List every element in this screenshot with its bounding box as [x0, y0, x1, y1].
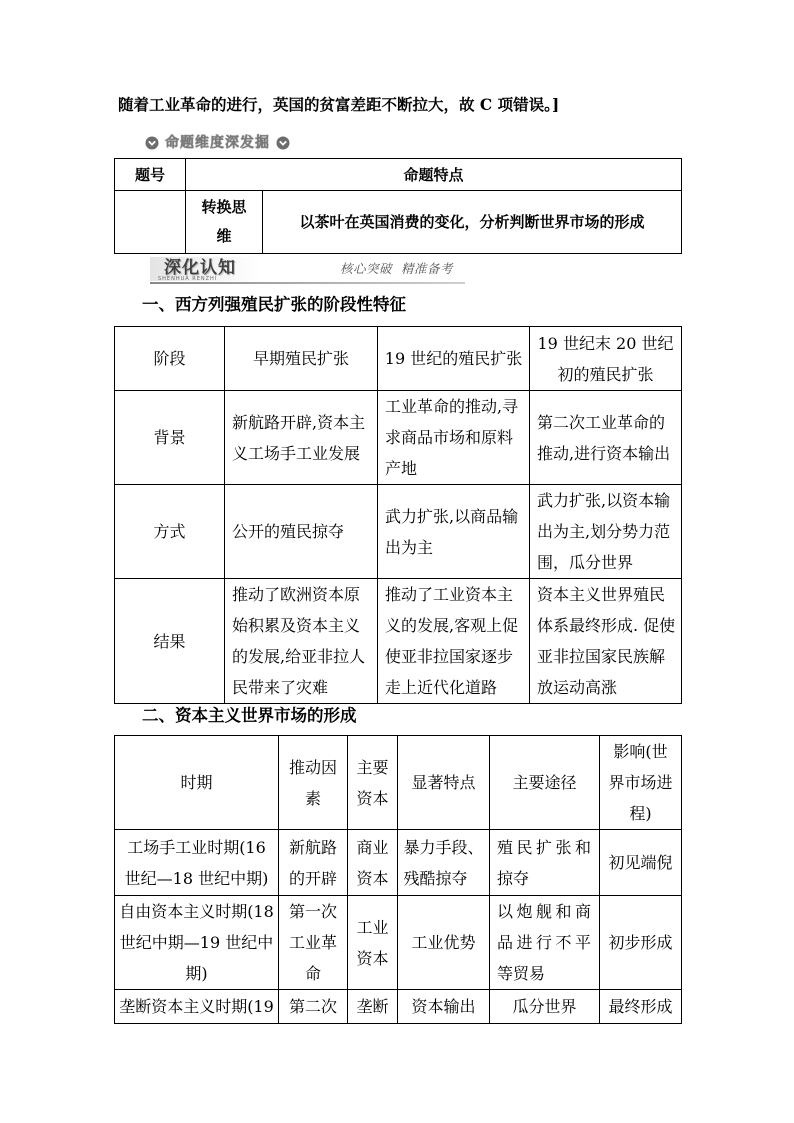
header-cell	[279, 736, 348, 830]
header-label: 主要途径	[512, 773, 577, 792]
table-cell-description	[263, 191, 682, 254]
cell-text: 垄断资本主义时期(19	[119, 997, 274, 1016]
row-label: 背景	[153, 428, 186, 447]
header-cell	[398, 736, 490, 830]
table-row	[115, 830, 682, 896]
cell-text: 垄断	[356, 997, 389, 1016]
table-header-row	[115, 327, 682, 391]
cell-text: 推动了工业资本主义的发展,客观上促使亚非拉国家逐步走上近代化道路	[385, 585, 519, 697]
colonial-expansion-table	[114, 326, 682, 704]
row-label: 结果	[153, 631, 186, 651]
chevron-down-circle-icon	[145, 136, 159, 150]
header-cell	[600, 736, 682, 830]
header-label: 早期殖民扩张	[252, 349, 349, 368]
table-row	[115, 391, 682, 485]
cell-text: 资本主义世界殖民体系最终形成. 促使亚非拉国家民族解放运动高涨	[537, 585, 676, 697]
cell-text: 第二次工业革命的推动,进行资本输出	[537, 412, 671, 463]
cell-text: 新航路的开辟	[289, 837, 338, 888]
table-cell-driver	[279, 990, 348, 1024]
header-cell	[378, 327, 530, 391]
table-row	[115, 990, 682, 1024]
header-label: 19 世纪的殖民扩张	[384, 349, 523, 368]
row-label: 方式	[153, 522, 186, 541]
header-label: 阶段	[153, 349, 186, 368]
cell-text: 初步形成	[608, 933, 673, 952]
header-label: 时期	[180, 773, 213, 792]
table-cell-impact	[600, 990, 682, 1024]
cell-text: 工业资本	[356, 917, 389, 968]
insight-banner	[150, 257, 465, 284]
row-label-cell	[115, 579, 225, 704]
cell-text: 武力扩张,以资本输出为主,划分势力范围，瓜分世界	[537, 491, 671, 572]
table-cell	[225, 579, 378, 704]
cell-text: 初见端倪	[608, 853, 673, 872]
section-heading: 一、西方列强殖民扩张的阶段性特征	[142, 295, 406, 314]
table-row	[115, 191, 682, 254]
table-cell	[530, 391, 682, 485]
table-cell-capital	[348, 896, 398, 990]
cell-text: 公开的殖民掠夺	[232, 522, 345, 541]
table-cell	[378, 485, 530, 579]
table-cell-capital	[348, 990, 398, 1024]
table-cell-driver	[279, 896, 348, 990]
cell-text: 工业革命的推动,寻求商品市场和原料产地	[385, 397, 519, 478]
chevron-down-circle-icon	[276, 136, 290, 150]
table-cell-impact	[600, 896, 682, 990]
table-cell	[225, 485, 378, 579]
table-cell-route	[490, 990, 600, 1024]
cell-text: 暴力手段、残酷掠夺	[403, 837, 484, 888]
cell-text: 新航路开辟,资本主义工场手工业发展	[232, 412, 366, 463]
table-cell	[225, 391, 378, 485]
banner-divider	[150, 282, 465, 284]
header-cell-feature	[186, 159, 682, 191]
cell-text: 第一次工业革命	[289, 902, 338, 983]
header-label: 19 世纪末 20 世纪初的殖民扩张	[537, 333, 674, 384]
cell-text: 推动了欧洲资本原始积累及资本主义的发展,给亚非拉人民带来了灾难	[232, 585, 366, 697]
table-cell-period	[115, 830, 279, 896]
table-cell-feature	[398, 830, 490, 896]
header-label: 主要资本	[356, 757, 389, 808]
table-cell-driver	[279, 830, 348, 896]
header-cell	[530, 327, 682, 391]
table-cell-route	[490, 896, 600, 990]
row-label-cell	[115, 485, 225, 579]
table-cell-route	[490, 830, 600, 896]
intro-text: 随着工业革命的进行，英国的贫富差距不断拉大，故 C 项错误。]	[118, 95, 560, 114]
table-cell	[530, 579, 682, 704]
header-label: 题号	[134, 165, 165, 184]
cell-text: 转换思维	[201, 198, 247, 245]
cell-text: 资本输出	[411, 997, 476, 1016]
table-row	[115, 485, 682, 579]
table-cell-feature	[398, 896, 490, 990]
cell-text: 工场手工业时期(16 世纪—18 世纪中期)	[124, 837, 269, 888]
section-heading: 二、资本主义世界市场的形成	[142, 706, 357, 725]
header-cell-number	[115, 159, 186, 191]
table-row	[115, 896, 682, 990]
header-cell	[490, 736, 600, 830]
header-label: 命题特点	[403, 165, 464, 184]
proposition-table	[114, 158, 682, 254]
header-cell	[115, 736, 279, 830]
table-cell	[378, 579, 530, 704]
cell-text: 殖民扩张和掠夺	[497, 837, 591, 888]
header-label: 显著特点	[411, 773, 476, 792]
cell-text: 以炮舰和商品进行不平等贸易	[497, 902, 591, 983]
cell-text: 第二次	[289, 997, 338, 1016]
header-cell	[115, 327, 225, 391]
header-cell	[225, 327, 378, 391]
table-cell-period	[115, 896, 279, 990]
world-market-table	[114, 735, 682, 1024]
table-header-row	[115, 736, 682, 830]
cell-text: 最终形成	[608, 997, 673, 1016]
table-cell-feature	[398, 990, 490, 1024]
table-cell-capital	[348, 830, 398, 896]
cell-text: 瓜分世界	[512, 997, 577, 1016]
table-cell-number	[115, 191, 186, 254]
insight-banner-title: 深化认知	[164, 258, 236, 278]
insight-banner-slogan: 核心突破 精准备考	[340, 261, 453, 276]
row-label-cell	[115, 391, 225, 485]
table-cell-angle	[186, 191, 263, 254]
proposition-banner	[145, 134, 290, 152]
proposition-banner-label: 命题维度深发掘	[165, 135, 270, 151]
header-cell	[348, 736, 398, 830]
header-label: 影响(世界市场进程)	[608, 742, 673, 823]
table-cell	[530, 485, 682, 579]
header-label: 推动因素	[289, 757, 338, 808]
table-cell	[378, 391, 530, 485]
cell-text: 自由资本主义时期(18 世纪中期—19 世纪中期)	[119, 902, 274, 983]
cell-text: 商业资本	[356, 837, 389, 888]
cell-text: 武力扩张,以商品输出为主	[385, 506, 519, 557]
insight-banner-pinyin: SHENHUA RENZHI	[158, 276, 218, 282]
table-cell-period	[115, 990, 279, 1024]
table-header-row	[115, 159, 682, 191]
cell-text: 工业优势	[411, 933, 476, 952]
cell-text: 以茶叶在英国消费的变化，分析判断世界市场的形成	[299, 213, 645, 231]
table-row	[115, 579, 682, 704]
table-cell-impact	[600, 830, 682, 896]
